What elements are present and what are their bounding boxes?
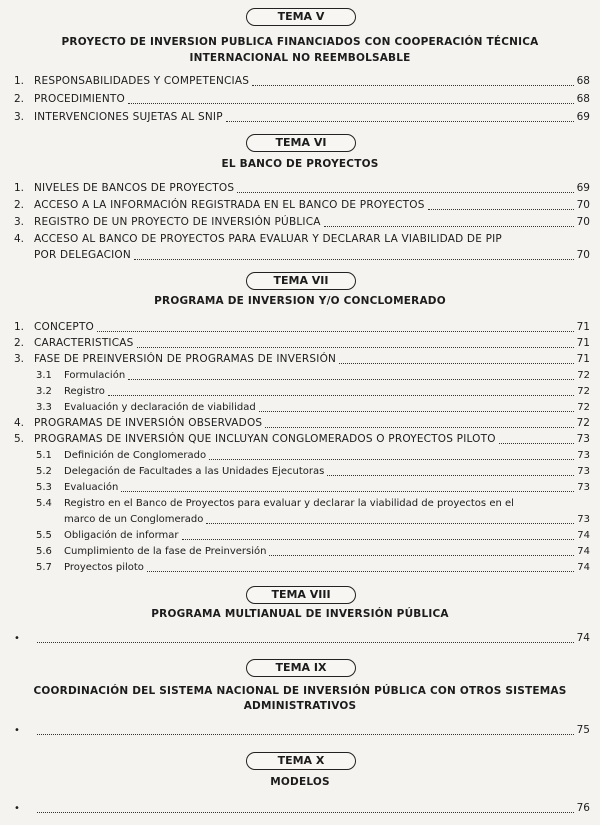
toc-entry[interactable] — [14, 215, 590, 230]
entry-title: Formulación — [64, 370, 126, 381]
toc-entry[interactable] — [14, 336, 590, 351]
entry-page: 71 — [576, 321, 590, 333]
entry-title: Obligación de informar — [64, 530, 179, 541]
dot-leader — [121, 490, 574, 492]
dot-leader — [37, 811, 574, 813]
dot-leader — [265, 426, 574, 428]
tema-label: TEMA X — [246, 752, 356, 770]
entry-title: CONCEPTO — [34, 321, 95, 333]
entry-number: 4. — [14, 233, 25, 245]
tema-label: TEMA IX — [246, 659, 356, 677]
section-heading-line: PROGRAMA MULTIANUAL DE INVERSIÓN PÚBLICA — [151, 608, 449, 620]
toc-subentry[interactable] — [14, 464, 590, 479]
entry-title: POR DELEGACION — [34, 249, 131, 261]
section-heading-line: PROGRAMA DE INVERSION Y/O CONCLOMERADO — [154, 295, 446, 307]
dot-leader — [182, 538, 574, 540]
toc-entry[interactable] — [14, 198, 590, 213]
entry-title: RESPONSABILIDADES Y COMPETENCIAS — [34, 75, 250, 87]
toc-subentry[interactable] — [14, 544, 590, 559]
entry-page: 74 — [577, 562, 590, 573]
toc-entry[interactable] — [14, 181, 590, 196]
entry-page: 72 — [577, 402, 590, 413]
dot-leader — [147, 570, 574, 572]
entry-title: Registro — [64, 386, 105, 397]
entry-number: 1. — [14, 321, 25, 333]
dot-leader — [108, 394, 574, 396]
toc-bullet-entry[interactable] — [14, 723, 590, 738]
dot-leader — [499, 442, 574, 444]
entry-number: 3. — [14, 111, 25, 123]
entry-page: 73 — [577, 482, 590, 493]
section-heading-line: ADMINISTRATIVOS — [243, 700, 357, 712]
tema-label: TEMA V — [246, 8, 356, 26]
entry-page: 76 — [576, 802, 590, 814]
entry-page: 73 — [577, 514, 590, 525]
entry-number: 5.1 — [36, 450, 52, 461]
entry-page: 73 — [576, 433, 590, 445]
toc-entry-continuation[interactable] — [14, 248, 590, 263]
entry-page: 72 — [577, 370, 590, 381]
section-heading-line: MODELOS — [270, 776, 330, 788]
entry-number: 1. — [14, 182, 25, 194]
dot-leader — [259, 410, 574, 412]
entry-number: 2. — [14, 337, 25, 349]
bullet-icon: • — [14, 633, 20, 644]
dot-leader — [226, 120, 574, 122]
entry-title: Definición de Conglomerado — [64, 450, 207, 461]
dot-leader — [206, 522, 574, 524]
tema-label: TEMA VIII — [246, 586, 356, 604]
toc-subentry-continuation[interactable] — [14, 512, 590, 527]
entry-title: PROGRAMAS DE INVERSIÓN OBSERVADOS — [34, 417, 263, 429]
entry-title: Registro en el Banco de Proyectos para evaluar y declarar la viabilidad de proyectos en el — [64, 498, 514, 509]
entry-title: FASE DE PREINVERSIÓN DE PROGRAMAS DE INVERSIÓN — [34, 353, 337, 365]
toc-subentry[interactable] — [14, 400, 590, 415]
toc-entry[interactable] — [14, 320, 590, 335]
section-heading-line: EL BANCO DE PROYECTOS — [221, 158, 379, 170]
section-heading-line: PROYECTO DE INVERSION PUBLICA FINANCIADOS CON COOPERACIÓN TÉCNICA — [61, 36, 539, 48]
entry-title: Evaluación y declaración de viabilidad — [64, 402, 256, 413]
entry-page: 68 — [576, 93, 590, 105]
entry-number: 3.1 — [36, 370, 52, 381]
toc-entry[interactable] — [14, 352, 590, 367]
entry-title: ACCESO A LA INFORMACIÓN REGISTRADA EN EL BANCO DE PROYECTOS — [34, 199, 425, 211]
bullet-icon: • — [14, 803, 20, 814]
entry-page: 71 — [576, 337, 590, 349]
toc-entry[interactable] — [14, 416, 590, 431]
entry-number: 3. — [14, 216, 25, 228]
entry-number: 5. — [14, 433, 25, 445]
dot-leader — [128, 102, 574, 104]
toc-entry[interactable] — [14, 232, 590, 247]
toc-subentry[interactable] — [14, 528, 590, 543]
entry-title: Cumplimiento de la fase de Preinversión — [64, 546, 267, 557]
toc-bullet-entry[interactable] — [14, 631, 590, 646]
toc-bullet-entry[interactable] — [14, 801, 590, 816]
toc-entry[interactable] — [14, 110, 590, 125]
entry-number: 5.6 — [36, 546, 52, 557]
toc-entry[interactable] — [14, 432, 590, 447]
bullet-icon: • — [14, 725, 20, 736]
toc-subentry[interactable] — [14, 560, 590, 575]
dot-leader — [97, 330, 574, 332]
entry-page: 69 — [576, 111, 590, 123]
tema-label: TEMA VI — [246, 134, 356, 152]
entry-title: PROGRAMAS DE INVERSIÓN QUE INCLUYAN CONGLOMERADOS O PROYECTOS PILOTO — [34, 433, 496, 445]
dot-leader — [327, 474, 574, 476]
entry-page: 74 — [577, 546, 590, 557]
toc-subentry[interactable] — [14, 368, 590, 383]
entry-title: Delegación de Facultades a las Unidades Ejecutoras — [64, 466, 325, 477]
entry-page: 69 — [576, 182, 590, 194]
dot-leader — [137, 346, 574, 348]
entry-title: ACCESO AL BANCO DE PROYECTOS PARA EVALUAR Y DECLARAR LA VIABILIDAD DE PIP — [34, 233, 502, 245]
dot-leader — [134, 258, 574, 260]
toc-subentry[interactable] — [14, 384, 590, 399]
dot-leader — [339, 362, 574, 364]
dot-leader — [428, 208, 574, 210]
entry-page: 75 — [576, 724, 590, 736]
entry-page: 74 — [576, 632, 590, 644]
entry-page: 71 — [576, 353, 590, 365]
dot-leader — [252, 84, 574, 86]
entry-number: 1. — [14, 75, 25, 87]
entry-number: 3.3 — [36, 402, 52, 413]
section-heading-line: COORDINACIÓN DEL SISTEMA NACIONAL DE INVERSIÓN PÚBLICA CON OTROS SISTEMAS — [33, 685, 567, 697]
entry-number: 5.4 — [36, 498, 52, 509]
entry-page: 70 — [576, 216, 590, 228]
section-heading-line: INTERNACIONAL NO REEMBOLSABLE — [189, 52, 411, 64]
entry-number: 5.7 — [36, 562, 52, 573]
entry-number: 2. — [14, 93, 25, 105]
entry-title: PROCEDIMIENTO — [34, 93, 125, 105]
entry-number: 5.2 — [36, 466, 52, 477]
toc-subentry[interactable] — [14, 480, 590, 495]
entry-number: 5.5 — [36, 530, 52, 541]
entry-page: 73 — [577, 450, 590, 461]
toc-entry[interactable] — [14, 74, 590, 89]
entry-title: Evaluación — [64, 482, 119, 493]
dot-leader — [37, 641, 574, 643]
toc-subentry[interactable] — [14, 448, 590, 463]
entry-number: 3.2 — [36, 386, 52, 397]
dot-leader — [324, 225, 574, 227]
entry-page: 68 — [576, 75, 590, 87]
entry-title: INTERVENCIONES SUJETAS AL SNIP — [34, 111, 223, 123]
dot-leader — [37, 733, 574, 735]
entry-number: 5.3 — [36, 482, 52, 493]
toc-subentry[interactable] — [14, 496, 590, 511]
entry-page: 70 — [576, 249, 590, 261]
entry-page: 74 — [577, 530, 590, 541]
entry-title: NIVELES DE BANCOS DE PROYECTOS — [34, 182, 235, 194]
entry-number: 4. — [14, 417, 25, 429]
dot-leader — [209, 458, 574, 460]
entry-page: 73 — [577, 466, 590, 477]
entry-title: marco de un Conglomerado — [64, 514, 204, 525]
dot-leader — [128, 378, 574, 380]
tema-label: TEMA VII — [246, 272, 356, 290]
dot-leader — [237, 191, 574, 193]
entry-page: 70 — [576, 199, 590, 211]
entry-page: 72 — [577, 386, 590, 397]
entry-title: REGISTRO DE UN PROYECTO DE INVERSIÓN PÚBLICA — [34, 216, 321, 228]
entry-number: 2. — [14, 199, 25, 211]
entry-title: Proyectos piloto — [64, 562, 144, 573]
entry-page: 72 — [576, 417, 590, 429]
toc-entry[interactable] — [14, 92, 590, 107]
dot-leader — [269, 554, 574, 556]
entry-number: 3. — [14, 353, 25, 365]
entry-title: CARACTERISTICAS — [34, 337, 134, 349]
